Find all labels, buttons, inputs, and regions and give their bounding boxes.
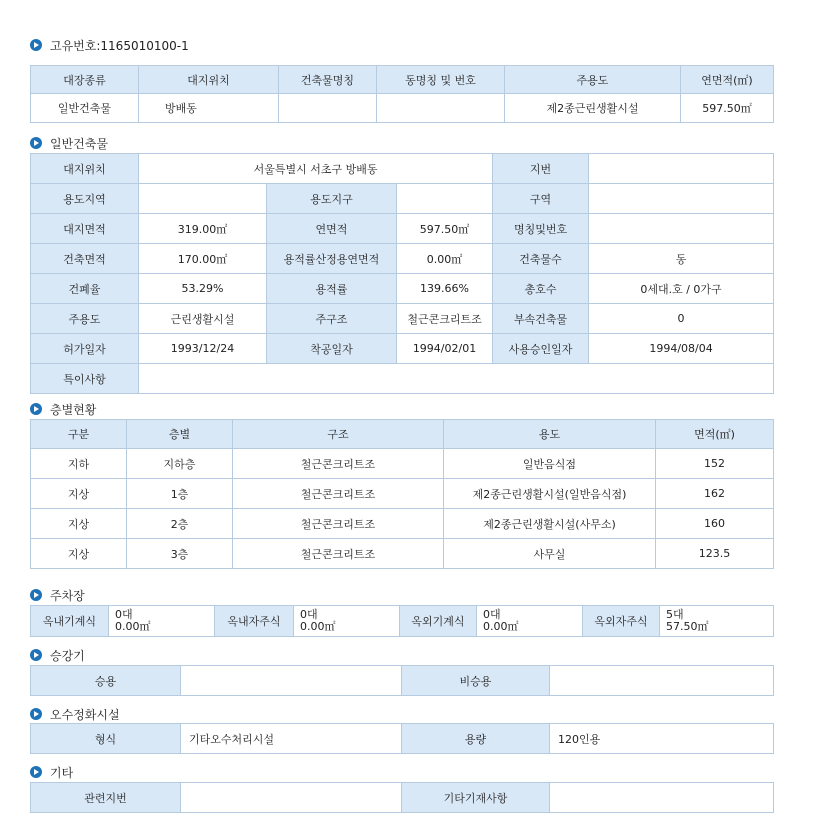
floor-cell: 2층 xyxy=(127,509,233,539)
sewage-label: 용량 xyxy=(402,724,550,754)
floors-header-row xyxy=(31,420,774,449)
general-value: 동 xyxy=(589,244,774,274)
general-value: 1993/12/24 xyxy=(139,334,267,364)
floor-cell: 철근콘크리트조 xyxy=(233,539,444,569)
summary-header: 대장종류 xyxy=(31,66,139,94)
floor-cell: 지하 xyxy=(31,449,127,479)
bullet-icon xyxy=(30,649,42,661)
general-row xyxy=(31,334,774,364)
general-value: 0세대.호 / 0가구 xyxy=(589,274,774,304)
floors-header: 면적(㎡) xyxy=(656,420,774,449)
parking-label: 옥내자주식 xyxy=(215,606,294,637)
parking-label: 옥내기계식 xyxy=(31,606,109,637)
elevator-title: 승강기 xyxy=(50,648,85,663)
general-row xyxy=(31,184,774,214)
general-value: 서울특별시 서초구 방배동 xyxy=(139,154,493,184)
table-row xyxy=(31,509,774,539)
etc-section-title xyxy=(30,764,73,780)
general-row xyxy=(31,154,774,184)
floors-section-title xyxy=(30,401,96,417)
floor-cell: 일반음식점 xyxy=(444,449,656,479)
general-value: 53.29% xyxy=(139,274,267,304)
general-label: 허가일자 xyxy=(31,334,139,364)
general-label: 사용승인일자 xyxy=(493,334,589,364)
floor-cell: 1층 xyxy=(127,479,233,509)
floor-cell: 지하층 xyxy=(127,449,233,479)
general-row xyxy=(31,244,774,274)
elevator-section-title xyxy=(30,647,85,663)
general-table xyxy=(30,153,774,394)
elevator-label: 비승용 xyxy=(402,666,550,696)
parking-value xyxy=(660,606,774,637)
general-label: 건폐율 xyxy=(31,274,139,304)
summary-value xyxy=(377,94,505,123)
general-label: 지번 xyxy=(493,154,589,184)
floor-cell: 제2종근린생활시설(일반음식점) xyxy=(444,479,656,509)
floor-cell: 철근콘크리트조 xyxy=(233,479,444,509)
parking-area: 0.00㎡ xyxy=(115,620,151,633)
general-value: 1994/02/01 xyxy=(397,334,493,364)
parking-count: 0대 xyxy=(300,608,318,621)
summary-header: 동명칭 및 번호 xyxy=(377,66,505,94)
parking-area: 57.50㎡ xyxy=(666,620,709,633)
general-label: 건축면적 xyxy=(31,244,139,274)
sewage-title: 오수정화시설 xyxy=(50,707,120,722)
general-value xyxy=(589,184,774,214)
general-value: 철근콘크리트조 xyxy=(397,304,493,334)
general-row xyxy=(31,364,774,394)
parking-label: 옥외자주식 xyxy=(583,606,660,637)
floor-cell: 3층 xyxy=(127,539,233,569)
parking-area: 0.00㎡ xyxy=(300,620,336,633)
general-row xyxy=(31,214,774,244)
general-label: 건축물수 xyxy=(493,244,589,274)
summary-value: 일반건축물 xyxy=(31,94,139,123)
general-value: 139.66% xyxy=(397,274,493,304)
general-label: 연면적 xyxy=(267,214,397,244)
floors-table xyxy=(30,419,774,569)
general-value xyxy=(589,214,774,244)
general-value: 597.50㎡ xyxy=(397,214,493,244)
summary-header: 건축물명칭 xyxy=(279,66,377,94)
general-label: 용적률산정용연면적 xyxy=(267,244,397,274)
parking-label: 옥외기계식 xyxy=(400,606,477,637)
floor-cell: 162 xyxy=(656,479,774,509)
general-row xyxy=(31,304,774,334)
general-value: 1994/08/04 xyxy=(589,334,774,364)
bullet-icon xyxy=(30,39,42,51)
floor-cell: 지상 xyxy=(31,479,127,509)
floor-cell: 160 xyxy=(656,509,774,539)
table-row xyxy=(31,539,774,569)
etc-row xyxy=(31,783,774,813)
parking-section-title xyxy=(30,587,85,603)
etc-label: 관련지번 xyxy=(31,783,181,813)
parking-count: 0대 xyxy=(483,608,501,621)
general-value xyxy=(397,184,493,214)
sewage-section-title xyxy=(30,706,120,722)
general-label: 용도지구 xyxy=(267,184,397,214)
summary-value: 제2종근린생활시설 xyxy=(505,94,681,123)
bullet-icon xyxy=(30,137,42,149)
general-label: 총호수 xyxy=(493,274,589,304)
floors-header: 층별 xyxy=(127,420,233,449)
etc-value xyxy=(550,783,774,813)
parking-title: 주차장 xyxy=(50,588,85,603)
sewage-label: 형식 xyxy=(31,724,181,754)
general-label: 명칭및번호 xyxy=(493,214,589,244)
general-label: 대지면적 xyxy=(31,214,139,244)
general-label: 부속건축물 xyxy=(493,304,589,334)
elevator-value xyxy=(550,666,774,696)
bullet-icon xyxy=(30,766,42,778)
parking-area: 0.00㎡ xyxy=(483,620,519,633)
general-label: 대지위치 xyxy=(31,154,139,184)
parking-value xyxy=(477,606,583,637)
summary-header-row xyxy=(31,66,774,94)
general-value: 170.00㎡ xyxy=(139,244,267,274)
summary-value-row xyxy=(31,94,774,123)
elevator-row xyxy=(31,666,774,696)
elevator-value xyxy=(181,666,402,696)
id-title xyxy=(30,37,189,53)
sewage-row xyxy=(31,724,774,754)
floors-header: 구조 xyxy=(233,420,444,449)
floor-cell: 지상 xyxy=(31,539,127,569)
general-row xyxy=(31,274,774,304)
general-value: 319.00㎡ xyxy=(139,214,267,244)
elevator-table xyxy=(30,665,774,696)
floor-cell: 123.5 xyxy=(656,539,774,569)
bullet-icon xyxy=(30,403,42,415)
floors-header: 구분 xyxy=(31,420,127,449)
general-section-title xyxy=(30,135,108,151)
floor-cell: 제2종근린생활시설(사무소) xyxy=(444,509,656,539)
etc-title: 기타 xyxy=(50,765,74,780)
etc-table xyxy=(30,782,774,813)
summary-header: 주용도 xyxy=(505,66,681,94)
parking-value xyxy=(109,606,215,637)
general-label: 용적률 xyxy=(267,274,397,304)
id-label: 고유번호:1165010100-1 xyxy=(50,38,189,53)
floors-title: 층별현황 xyxy=(50,402,97,417)
summary-header: 연면적(㎡) xyxy=(681,66,774,94)
parking-value xyxy=(294,606,400,637)
general-label: 착공일자 xyxy=(267,334,397,364)
general-value: 근린생활시설 xyxy=(139,304,267,334)
summary-table xyxy=(30,65,774,123)
general-label: 용도지역 xyxy=(31,184,139,214)
floor-cell: 사무실 xyxy=(444,539,656,569)
general-label: 주구조 xyxy=(267,304,397,334)
general-value: 0.00㎡ xyxy=(397,244,493,274)
etc-label: 기타기재사항 xyxy=(402,783,550,813)
bullet-icon xyxy=(30,589,42,601)
table-row xyxy=(31,479,774,509)
parking-count: 5대 xyxy=(666,608,684,621)
etc-value xyxy=(181,783,402,813)
general-value xyxy=(589,154,774,184)
sewage-value: 120인용 xyxy=(550,724,774,754)
floor-cell: 152 xyxy=(656,449,774,479)
floors-header: 용도 xyxy=(444,420,656,449)
floor-cell: 지상 xyxy=(31,509,127,539)
bullet-icon xyxy=(30,708,42,720)
floor-cell: 철근콘크리트조 xyxy=(233,449,444,479)
general-label: 주용도 xyxy=(31,304,139,334)
general-value xyxy=(139,184,267,214)
general-label: 구역 xyxy=(493,184,589,214)
elevator-label: 승용 xyxy=(31,666,181,696)
summary-header: 대지위치 xyxy=(139,66,279,94)
general-value xyxy=(139,364,774,394)
summary-value: 방배동 xyxy=(139,94,279,123)
summary-value xyxy=(279,94,377,123)
sewage-table xyxy=(30,723,774,754)
floor-cell: 철근콘크리트조 xyxy=(233,509,444,539)
parking-count: 0대 xyxy=(115,608,133,621)
general-title: 일반건축물 xyxy=(50,136,108,151)
parking-row xyxy=(31,606,774,637)
sewage-value: 기타오수처리시설 xyxy=(181,724,402,754)
general-label: 특이사항 xyxy=(31,364,139,394)
table-row xyxy=(31,449,774,479)
parking-table xyxy=(30,605,774,637)
general-value: 0 xyxy=(589,304,774,334)
summary-value: 597.50㎡ xyxy=(681,94,774,123)
